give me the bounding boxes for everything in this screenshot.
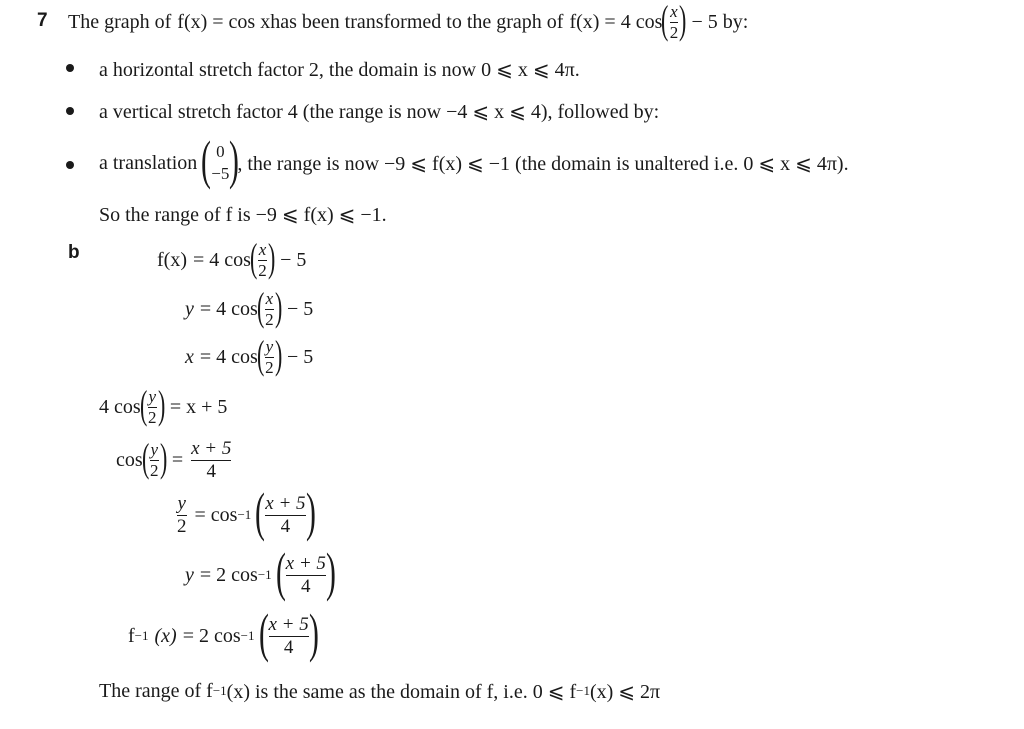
eq-line-7: y = 2 cos −1 ( $\frac{x + 5}{4}$ )	[185, 542, 336, 602]
question-number: 7	[37, 10, 48, 31]
bullet-dot	[66, 161, 74, 169]
bullet-1: a horizontal stretch factor 2, the domain is now 0 ⩽ x ⩽ 4π.	[99, 59, 580, 81]
intro-text-2: has been transformed to the graph of	[270, 10, 564, 33]
intro-text-1: The graph of	[68, 10, 172, 33]
conclusion: The range of f −1 (x) is the same as the domain of f, i.e. 0 ⩽ f −1 (x) ⩽ 2π	[99, 679, 661, 703]
bullet-3: a translation ( 0 −5 ) , the range is now −9 ⩽ f(x) ⩽ −1 (the domain is unaltered i.e. 0 ⩽ x ⩽ 4π).	[99, 130, 849, 190]
eq-line-5: cos ( $\frac{y}{2}$ ) = $\frac{x + 5}{4}$	[116, 435, 232, 482]
eq-line-3: x = 4 cos ( $\frac{y}{2}$ ) − 5	[185, 332, 314, 377]
eq-line-8: f −1 (x) = 2 cos −1 ( $\frac{x + 5}{4}$ )	[128, 603, 319, 663]
intro-fraction: $\frac{x}{2}$	[669, 1, 679, 42]
intro-text-3: − 5 by:	[691, 10, 749, 33]
question-intro	[68, 0, 749, 42]
bullet-dot	[66, 107, 74, 115]
range-summary: So the range of f is −9 ⩽ f(x) ⩽ −1.	[99, 204, 387, 226]
bullet-dot	[66, 64, 74, 72]
intro-f2: f(x) = 4 cos	[569, 10, 663, 33]
intro-f1: f(x) = cos x	[177, 10, 271, 33]
left-paren: (	[661, 0, 669, 42]
right-paren: )	[679, 0, 687, 42]
bullet-2: a vertical stretch factor 4 (the range is now −4 ⩽ x ⩽ 4), followed by:	[99, 101, 660, 123]
translation-vector: 0 −5	[211, 141, 230, 183]
eq-line-4: 4 cos ( $\frac{y}{2}$ ) = x + 5	[99, 382, 228, 427]
part-b-label: b	[68, 242, 80, 263]
eq-line-6: $\frac{y}{2}$ = cos −1 ( $\frac{x + 5}{4}$ )	[177, 482, 316, 542]
eq-line-2: y = 4 cos ( $\frac{x}{2}$ ) − 5	[185, 284, 314, 329]
eq-line-1: f(x) = 4 cos ( $\frac{x}{2}$ ) − 5	[157, 235, 307, 280]
